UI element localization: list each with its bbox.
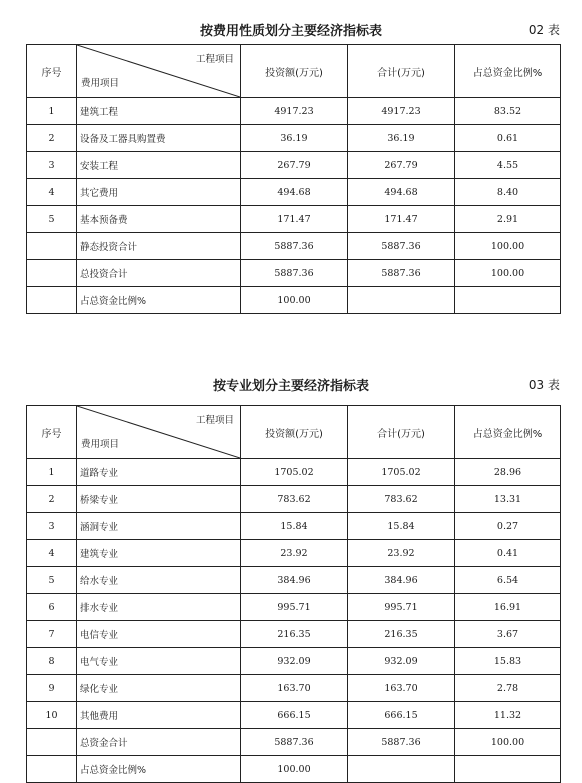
cell-percent: 2.91 — [455, 206, 561, 233]
header-diag-top: 工程项目 — [195, 54, 234, 65]
cell-name: 总投资合计 — [77, 260, 241, 287]
cell-name: 其它费用 — [77, 179, 241, 206]
cell-no: 10 — [27, 702, 77, 729]
cell-percent: 16.91 — [455, 594, 561, 621]
cell-no: 8 — [27, 648, 77, 675]
cell-no: 9 — [27, 675, 77, 702]
cell-name: 建筑专业 — [77, 540, 241, 567]
cell-investment: 15.84 — [241, 513, 348, 540]
table-row — [27, 98, 561, 125]
header-col2: 合计(万元) — [348, 406, 455, 459]
cell-investment: 494.68 — [241, 179, 348, 206]
cell-no — [27, 756, 77, 783]
cell-total: 384.96 — [348, 567, 455, 594]
cell-name: 占总资金比例% — [77, 287, 241, 314]
table-row — [27, 260, 561, 287]
cell-no — [27, 287, 77, 314]
cell-name: 涵洞专业 — [77, 513, 241, 540]
header-col3: 占总资金比例% — [455, 45, 561, 98]
cell-percent: 83.52 — [455, 98, 561, 125]
table03 — [26, 405, 561, 783]
cell-percent: 13.31 — [455, 486, 561, 513]
table-row — [27, 513, 561, 540]
cell-total: 5887.36 — [348, 260, 455, 287]
cell-total: 783.62 — [348, 486, 455, 513]
cell-investment: 5887.36 — [241, 729, 348, 756]
cell-total: 163.70 — [348, 675, 455, 702]
cell-name: 建筑工程 — [77, 98, 241, 125]
cell-investment: 171.47 — [241, 206, 348, 233]
header-diagonal-cell — [77, 406, 241, 459]
cell-percent: 6.54 — [455, 567, 561, 594]
cell-no — [27, 233, 77, 260]
cell-name: 其他费用 — [77, 702, 241, 729]
table02-title: 按费用性质划分主要经济指标表 — [199, 24, 382, 39]
table-row — [27, 729, 561, 756]
cell-percent: 2.78 — [455, 675, 561, 702]
cell-total: 932.09 — [348, 648, 455, 675]
table-row — [27, 567, 561, 594]
table02-code: 02 表 — [528, 23, 560, 37]
cell-total: 1705.02 — [348, 459, 455, 486]
table-row — [27, 486, 561, 513]
cell-investment: 100.00 — [241, 287, 348, 314]
table-row — [27, 206, 561, 233]
table03-code: 03 表 — [528, 378, 560, 392]
cell-percent: 15.83 — [455, 648, 561, 675]
cell-name: 设备及工器具购置费 — [77, 125, 241, 152]
header-no: 序号 — [27, 406, 77, 459]
cell-total: 666.15 — [348, 702, 455, 729]
cell-no: 5 — [27, 567, 77, 594]
cell-name: 电气专业 — [77, 648, 241, 675]
cell-no — [27, 729, 77, 756]
cell-investment: 36.19 — [241, 125, 348, 152]
cell-percent: 100.00 — [455, 233, 561, 260]
cell-total: 171.47 — [348, 206, 455, 233]
cell-name: 给水专业 — [77, 567, 241, 594]
cell-name: 总资金合计 — [77, 729, 241, 756]
cell-investment: 267.79 — [241, 152, 348, 179]
cell-investment: 1705.02 — [241, 459, 348, 486]
cell-investment: 163.70 — [241, 675, 348, 702]
cell-total: 5887.36 — [348, 729, 455, 756]
header-col1: 投资额(万元) — [241, 45, 348, 98]
cell-total — [348, 287, 455, 314]
cell-total: 5887.36 — [348, 233, 455, 260]
cell-total: 995.71 — [348, 594, 455, 621]
cell-no: 2 — [27, 125, 77, 152]
cell-investment: 783.62 — [241, 486, 348, 513]
table-row — [27, 233, 561, 260]
cell-no: 3 — [27, 513, 77, 540]
cell-no: 4 — [27, 179, 77, 206]
header-col1: 投资额(万元) — [241, 406, 348, 459]
table-row — [27, 756, 561, 783]
cell-percent — [455, 287, 561, 314]
table-row — [27, 179, 561, 206]
cell-investment: 100.00 — [241, 756, 348, 783]
cell-no: 5 — [27, 206, 77, 233]
cell-name: 安装工程 — [77, 152, 241, 179]
cell-total — [348, 756, 455, 783]
cell-percent: 0.27 — [455, 513, 561, 540]
header-no: 序号 — [27, 45, 77, 98]
cell-percent: 4.55 — [455, 152, 561, 179]
cell-no: 6 — [27, 594, 77, 621]
cell-investment: 216.35 — [241, 621, 348, 648]
cell-percent: 3.67 — [455, 621, 561, 648]
cell-percent: 0.61 — [455, 125, 561, 152]
header-col2: 合计(万元) — [348, 45, 455, 98]
cell-investment: 5887.36 — [241, 233, 348, 260]
cell-name: 电信专业 — [77, 621, 241, 648]
cell-percent: 28.96 — [455, 459, 561, 486]
table-row — [27, 152, 561, 179]
cell-no: 1 — [27, 98, 77, 125]
cell-investment: 4917.23 — [241, 98, 348, 125]
cell-total: 216.35 — [348, 621, 455, 648]
table03-header-row — [27, 406, 561, 459]
cell-no: 1 — [27, 459, 77, 486]
cell-percent: 8.40 — [455, 179, 561, 206]
header-diag-bottom: 费用项目 — [81, 78, 120, 89]
cell-name: 静态投资合计 — [77, 233, 241, 260]
cell-investment: 995.71 — [241, 594, 348, 621]
cell-investment: 384.96 — [241, 567, 348, 594]
table02-header-row — [27, 45, 561, 98]
cell-name: 桥梁专业 — [77, 486, 241, 513]
table-row — [27, 459, 561, 486]
cell-percent: 11.32 — [455, 702, 561, 729]
cell-no: 4 — [27, 540, 77, 567]
header-col3: 占总资金比例% — [455, 406, 561, 459]
cell-percent — [455, 756, 561, 783]
cell-name: 基本预备费 — [77, 206, 241, 233]
cell-investment: 932.09 — [241, 648, 348, 675]
cell-name: 道路专业 — [77, 459, 241, 486]
cell-total: 36.19 — [348, 125, 455, 152]
cell-total: 4917.23 — [348, 98, 455, 125]
table03-title: 按专业划分主要经济指标表 — [212, 379, 369, 394]
cell-name: 占总资金比例% — [77, 756, 241, 783]
cell-name: 绿化专业 — [77, 675, 241, 702]
cell-total: 267.79 — [348, 152, 455, 179]
table-row — [27, 287, 561, 314]
cell-total: 494.68 — [348, 179, 455, 206]
cell-total: 15.84 — [348, 513, 455, 540]
cell-investment: 23.92 — [241, 540, 348, 567]
table-row — [27, 125, 561, 152]
cell-percent: 100.00 — [455, 729, 561, 756]
table-row — [27, 621, 561, 648]
table-row — [27, 540, 561, 567]
cell-total: 23.92 — [348, 540, 455, 567]
table-row — [27, 648, 561, 675]
header-diag-top: 工程项目 — [195, 415, 234, 426]
table-row — [27, 594, 561, 621]
cell-no: 2 — [27, 486, 77, 513]
cell-percent: 100.00 — [455, 260, 561, 287]
cell-no: 7 — [27, 621, 77, 648]
header-diag-bottom: 费用项目 — [81, 439, 120, 450]
table02 — [26, 44, 561, 314]
cell-percent: 0.41 — [455, 540, 561, 567]
cell-no: 3 — [27, 152, 77, 179]
header-diagonal-cell — [77, 45, 241, 98]
cell-name: 排水专业 — [77, 594, 241, 621]
cell-investment: 5887.36 — [241, 260, 348, 287]
table-row — [27, 675, 561, 702]
cell-no — [27, 260, 77, 287]
table-row — [27, 702, 561, 729]
cell-investment: 666.15 — [241, 702, 348, 729]
